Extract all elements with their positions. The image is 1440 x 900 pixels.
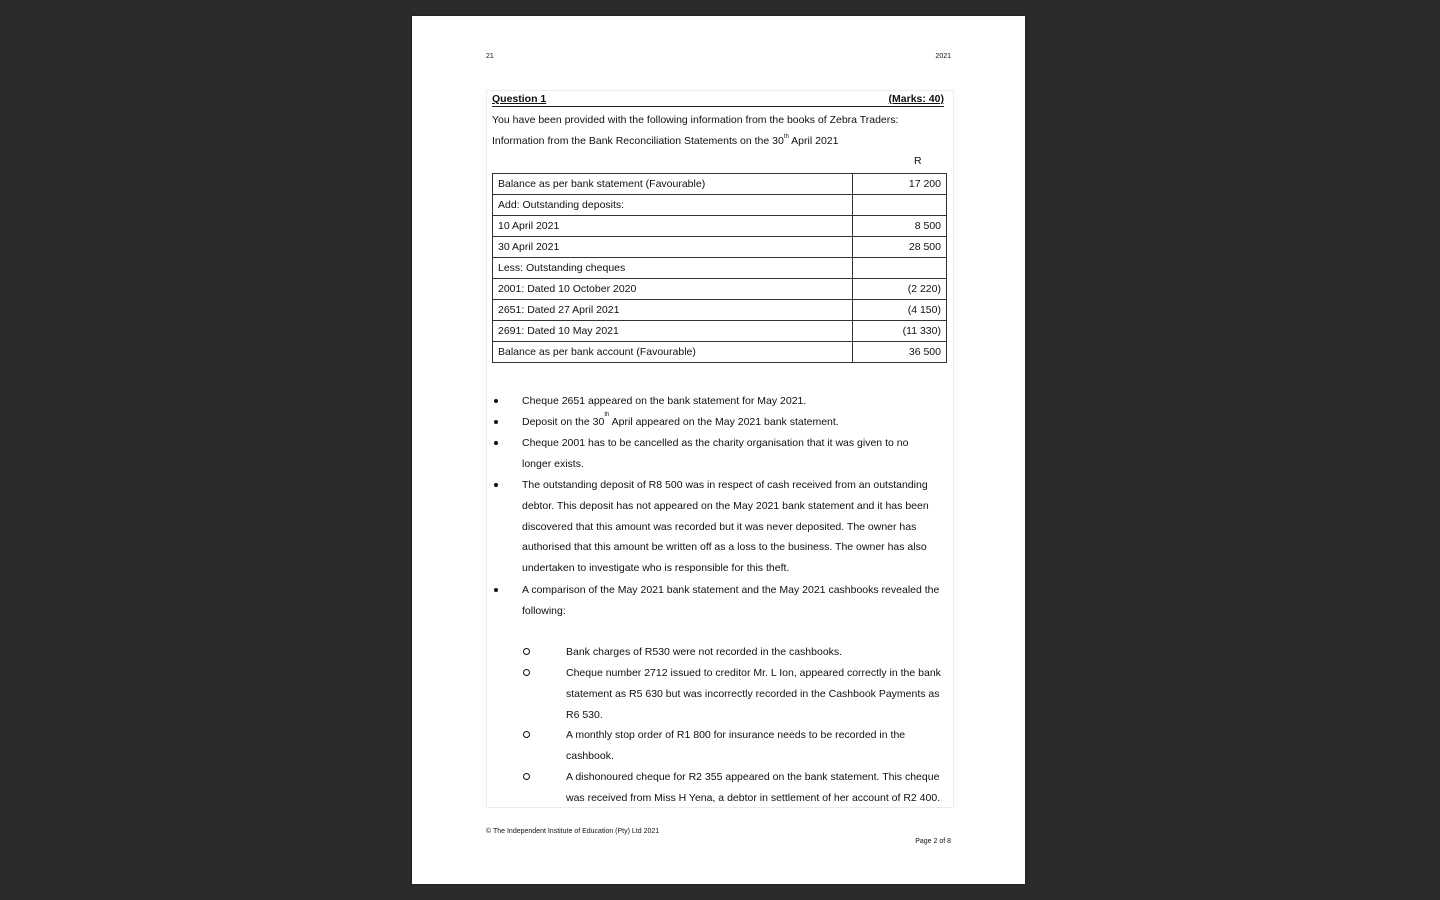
row-label: 30 April 2021	[493, 237, 853, 258]
bullet-icon	[494, 399, 498, 403]
question-content: Question 1 (Marks: 40) You have been provided with the following information from the books of Zebra Traders: Information from the Bank Reconciliation Statements on the 30th April 2021 R Balance as per bank statement (Favourable) 17 200 Add: Outstanding deposits: 10 April 2021 8 500 30 April 2021 28 500 Less: Outstanding cheques 2001: Dated 10 October 2020 (2 220) 2651: Dated 27 April 2021 (4 150) 2691: Dated 10 May 2021 (11 330) Balance as per bank account (Favourable) 36 500 Cheque 2651 appeared on the bank statement for May 2021. Deposit on the 30th April appeared on the May 2021 bank statement. Cheque 2001 has to be cancelled as the charity organisation that it was given to no longer exists. The outstanding deposit of R8 500 was in respect of cash received from an outstanding debtor. This deposit has not appeared on the May 2021 bank statement and it has been discovered that this amount was recorded but it was never deposited. The owner has authorised that this amount be written off as a loss to the business. The owner has also undertaken to investigate who is responsible for this theft. A comparison of the May 2021 bank statement and the May 2021 cashbooks revealed the following: Bank charges of R530 were not recorded in the cashbooks. Cheque number 2712 issued to creditor Mr. L Ion, appeared correctly in the bank statement as R5 630 but was incorrectly recorded in the Cashbook Payments as R6 530. A monthly stop order of R1 800 for insurance needs to be recorded in the cashbook. A dishonoured cheque for R2 355 appeared on the bank statement. This cheque was received from Miss H Yena, a debtor in settlement of her account of R2 400.	[486, 90, 954, 808]
question-intro: You have been provided with the following information from the books of Zebra Traders:	[492, 114, 899, 126]
row-amount: (4 150)	[853, 300, 947, 321]
circle-bullet-icon	[523, 648, 530, 655]
question-title: Question 1	[492, 93, 547, 105]
table-row	[493, 258, 947, 279]
row-amount: (2 220)	[853, 279, 947, 300]
row-amount	[853, 195, 947, 216]
header-page-number: 21	[486, 53, 494, 60]
table-row	[493, 321, 947, 342]
row-amount: (11 330)	[853, 321, 947, 342]
currency-label: R	[914, 155, 922, 167]
circle-bullet-icon	[523, 731, 530, 738]
row-amount: 36 500	[853, 342, 947, 363]
table-row	[493, 342, 947, 363]
bullet-icon	[494, 441, 498, 445]
question-marks: (Marks: 40)	[888, 93, 944, 105]
document-page	[412, 16, 1025, 884]
table-row	[493, 279, 947, 300]
bullet-icon	[494, 588, 498, 592]
bank-reconciliation-table	[492, 173, 947, 363]
footer-page-number: Page 2 of 8	[915, 838, 951, 845]
row-label: 2001: Dated 10 October 2020	[493, 279, 853, 300]
row-label: Balance as per bank account (Favourable)	[493, 342, 853, 363]
table-row	[493, 237, 947, 258]
footer-copyright: © The Independent Institute of Education (Pty) Ltd 2021	[486, 828, 660, 835]
table-row	[493, 174, 947, 195]
row-amount: 17 200	[853, 174, 947, 195]
row-label: 10 April 2021	[493, 216, 853, 237]
bullet-icon	[494, 420, 498, 424]
row-amount	[853, 258, 947, 279]
table-row	[493, 195, 947, 216]
row-amount: 28 500	[853, 237, 947, 258]
recon-info-line: Information from the Bank Reconciliation Statements on the 30th April 2021	[492, 134, 839, 147]
row-label: Add: Outstanding deposits:	[493, 195, 853, 216]
row-label: Balance as per bank statement (Favourable)	[493, 174, 853, 195]
bullet-icon	[494, 483, 498, 487]
circle-bullet-icon	[523, 669, 530, 676]
table-row	[493, 216, 947, 237]
question-heading	[492, 93, 944, 107]
table-row	[493, 300, 947, 321]
row-label: 2651: Dated 27 April 2021	[493, 300, 853, 321]
row-amount: 8 500	[853, 216, 947, 237]
row-label: Less: Outstanding cheques	[493, 258, 853, 279]
row-label: 2691: Dated 10 May 2021	[493, 321, 853, 342]
circle-bullet-icon	[523, 773, 530, 780]
header-year: 2021	[935, 53, 951, 60]
